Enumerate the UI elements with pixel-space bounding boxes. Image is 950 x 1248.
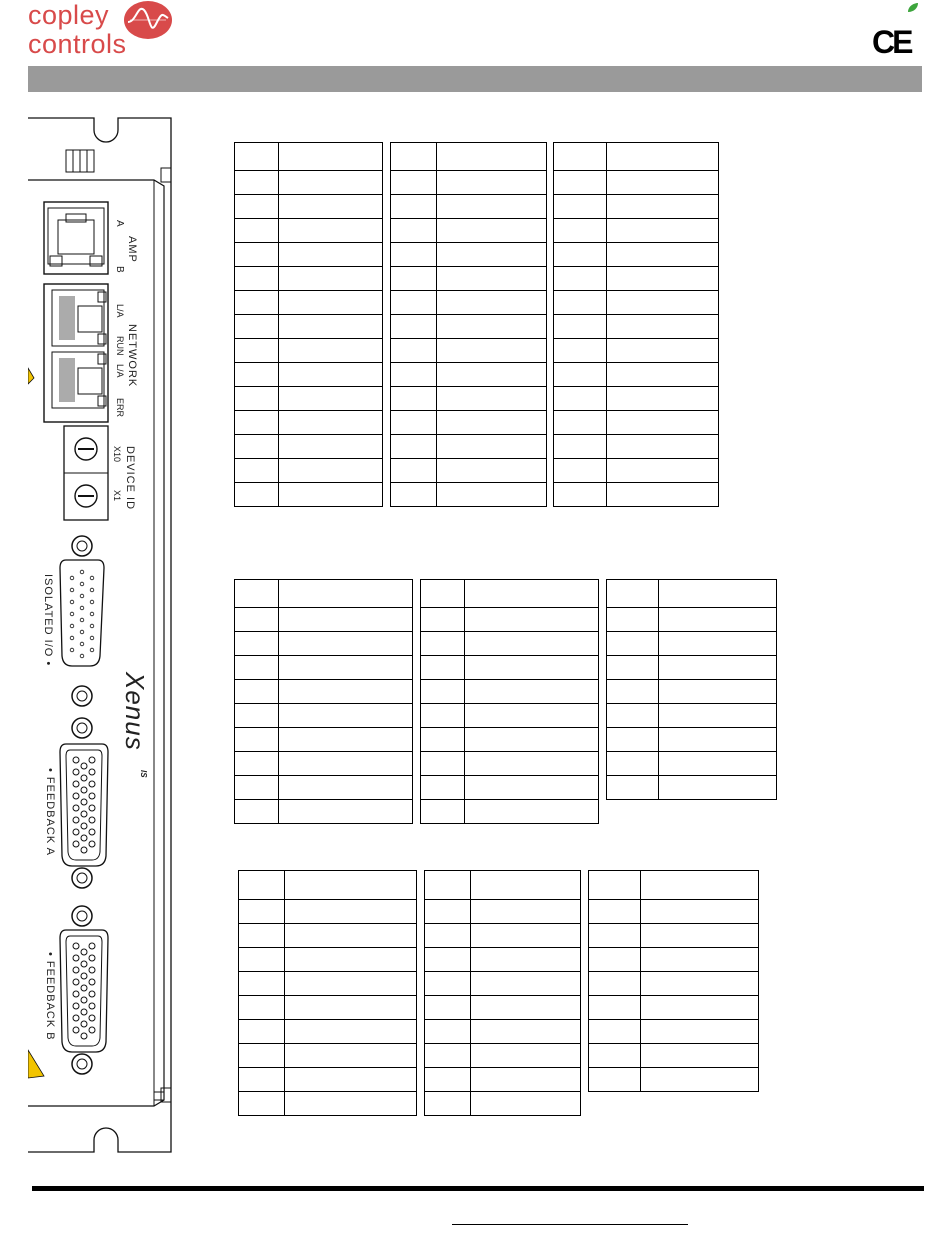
table-cell-pin — [238, 923, 285, 948]
label-amp: AMP — [126, 236, 138, 263]
table-cell-pin — [390, 482, 437, 507]
table-cell-signal — [278, 655, 413, 680]
table-cell-pin — [238, 1043, 285, 1068]
table-header-cell — [390, 142, 437, 171]
table-cell-pin — [390, 170, 437, 195]
table-cell-pin — [238, 1019, 285, 1044]
table-cell-pin — [424, 1067, 471, 1092]
table-cell-signal — [278, 631, 413, 656]
table-cell-pin — [234, 458, 279, 483]
table-cell-signal — [278, 266, 383, 291]
table-cell-signal — [284, 1019, 417, 1044]
table-cell-pin — [588, 923, 641, 948]
ce-mark: CE — [872, 24, 911, 60]
table-cell-pin — [234, 655, 279, 680]
table-cell-signal — [470, 947, 581, 972]
table-header-cell — [278, 579, 413, 608]
label-la-bottom: L/A — [115, 364, 125, 378]
table-cell-pin — [420, 799, 465, 824]
table-cell-pin — [420, 727, 465, 752]
table-cell-signal — [464, 631, 599, 656]
table-cell-pin — [553, 242, 607, 267]
table-cell-signal — [284, 995, 417, 1020]
table-cell-signal — [436, 362, 547, 387]
table-header-cell — [553, 142, 607, 171]
table-cell-signal — [284, 899, 417, 924]
table-cell-pin — [553, 434, 607, 459]
table-cell-signal — [278, 290, 383, 315]
table-cell-pin — [234, 194, 279, 219]
brand-line-2: controls — [28, 29, 127, 59]
table-cell-pin — [390, 362, 437, 387]
table-cell-signal — [658, 751, 777, 776]
table-cell-pin — [234, 727, 279, 752]
table-cell-signal — [278, 314, 383, 339]
table-cell-pin — [424, 971, 471, 996]
table-cell-signal — [606, 410, 719, 435]
table-cell-pin — [588, 1067, 641, 1092]
table-cell-pin — [553, 290, 607, 315]
table-cell-signal — [640, 1043, 759, 1068]
table-cell-signal — [640, 995, 759, 1020]
table-cell-signal — [436, 266, 547, 291]
table-header-cell — [588, 870, 641, 900]
table-cell-signal — [436, 314, 547, 339]
table-cell-signal — [470, 1067, 581, 1092]
table-header-cell — [284, 870, 417, 900]
table-cell-signal — [606, 314, 719, 339]
table-cell-signal — [278, 434, 383, 459]
table-cell-pin — [238, 1091, 285, 1116]
table-cell-signal — [640, 923, 759, 948]
table-cell-signal — [606, 290, 719, 315]
table-cell-signal — [278, 703, 413, 728]
table-cell-signal — [278, 751, 413, 776]
table-cell-signal — [278, 482, 383, 507]
table-cell-signal — [284, 947, 417, 972]
table-cell-pin — [588, 1019, 641, 1044]
table-cell-pin — [606, 727, 659, 752]
header-bar — [28, 66, 922, 92]
table-cell-pin — [234, 314, 279, 339]
label-run: RUN — [115, 336, 125, 356]
label-device-id: DEVICE ID — [124, 446, 136, 511]
label-feedback-a: • FEEDBACK A — [44, 768, 56, 856]
table-cell-signal — [606, 266, 719, 291]
table-cell-pin — [606, 703, 659, 728]
label-amp-a: A — [114, 220, 125, 227]
table-header-cell — [606, 579, 659, 608]
table-cell-signal — [284, 923, 417, 948]
table-cell-pin — [238, 899, 285, 924]
table-cell-pin — [234, 170, 279, 195]
table-cell-pin — [390, 290, 437, 315]
table-cell-signal — [436, 242, 547, 267]
label-x1: X1 — [112, 490, 122, 502]
table-cell-signal — [464, 703, 599, 728]
table-header-cell — [278, 142, 383, 171]
table-cell-pin — [234, 290, 279, 315]
table-cell-pin — [553, 170, 607, 195]
table-cell-pin — [588, 995, 641, 1020]
table-cell-signal — [606, 338, 719, 363]
table-cell-signal — [278, 679, 413, 704]
table-cell-pin — [420, 679, 465, 704]
table-cell-signal — [278, 458, 383, 483]
table-cell-signal — [606, 218, 719, 243]
table-cell-pin — [390, 314, 437, 339]
table-cell-signal — [436, 410, 547, 435]
table-cell-pin — [234, 631, 279, 656]
table-cell-pin — [420, 655, 465, 680]
table-cell-signal — [278, 799, 413, 824]
table-cell-pin — [234, 362, 279, 387]
table-cell-signal — [278, 386, 383, 411]
table-cell-signal — [606, 194, 719, 219]
table-cell-signal — [470, 971, 581, 996]
table-header-cell — [640, 870, 759, 900]
table-cell-pin — [553, 410, 607, 435]
table-cell-signal — [640, 1019, 759, 1044]
table-cell-pin — [390, 458, 437, 483]
table-cell-signal — [470, 1043, 581, 1068]
table-cell-pin — [553, 386, 607, 411]
table-cell-pin — [420, 751, 465, 776]
model-suffix: IS — [139, 770, 148, 778]
table-cell-signal — [470, 1019, 581, 1044]
table-header-cell — [436, 142, 547, 171]
table-cell-signal — [640, 947, 759, 972]
table-cell-signal — [278, 607, 413, 632]
label-err: ERR — [115, 398, 125, 418]
table-cell-pin — [390, 194, 437, 219]
table-cell-signal — [436, 458, 547, 483]
table-cell-pin — [553, 194, 607, 219]
brand-line-1: copley — [28, 0, 110, 30]
table-cell-signal — [284, 1067, 417, 1092]
table-cell-signal — [658, 655, 777, 680]
table-cell-pin — [234, 410, 279, 435]
table-cell-signal — [284, 971, 417, 996]
table-cell-pin — [553, 362, 607, 387]
label-amp-b: B — [114, 266, 125, 273]
table-cell-signal — [640, 899, 759, 924]
table-cell-signal — [464, 727, 599, 752]
table-cell-pin — [390, 386, 437, 411]
table-cell-signal — [278, 218, 383, 243]
table-cell-pin — [234, 434, 279, 459]
table-cell-signal — [436, 482, 547, 507]
table-header-cell — [606, 142, 719, 171]
table-cell-signal — [278, 775, 413, 800]
table-cell-signal — [464, 775, 599, 800]
table-cell-pin — [606, 607, 659, 632]
table-cell-pin — [553, 314, 607, 339]
table-header-cell — [464, 579, 599, 608]
table-cell-pin — [424, 899, 471, 924]
label-network: NETWORK — [126, 324, 138, 388]
table-cell-signal — [278, 727, 413, 752]
table-cell-signal — [658, 727, 777, 752]
table-cell-signal — [436, 290, 547, 315]
table-cell-signal — [658, 703, 777, 728]
table-cell-signal — [464, 607, 599, 632]
label-x10: X10 — [112, 446, 122, 463]
table-cell-signal — [278, 410, 383, 435]
table-cell-signal — [606, 242, 719, 267]
table-cell-signal — [658, 679, 777, 704]
table-header-cell — [420, 579, 465, 608]
logo-wave-icon — [122, 0, 174, 40]
table-cell-pin — [553, 458, 607, 483]
table-cell-pin — [424, 1019, 471, 1044]
table-cell-signal — [278, 362, 383, 387]
table-cell-pin — [424, 947, 471, 972]
table-cell-signal — [284, 1043, 417, 1068]
table-cell-signal — [278, 170, 383, 195]
table-cell-signal — [470, 899, 581, 924]
table-cell-pin — [420, 775, 465, 800]
table-cell-signal — [606, 482, 719, 507]
table-cell-pin — [234, 703, 279, 728]
table-cell-signal — [278, 242, 383, 267]
table-cell-pin — [424, 923, 471, 948]
table-cell-pin — [390, 218, 437, 243]
table-cell-pin — [606, 631, 659, 656]
table-cell-signal — [606, 170, 719, 195]
table-cell-signal — [436, 338, 547, 363]
table-header-cell — [234, 142, 279, 171]
table-cell-pin — [606, 655, 659, 680]
label-la-top: L/A — [115, 304, 125, 318]
table-cell-pin — [234, 218, 279, 243]
table-cell-pin — [238, 1067, 285, 1092]
table-cell-pin — [588, 899, 641, 924]
table-cell-signal — [464, 799, 599, 824]
table-cell-signal — [470, 923, 581, 948]
table-cell-pin — [390, 338, 437, 363]
table-cell-pin — [424, 1043, 471, 1068]
table-cell-pin — [588, 1043, 641, 1068]
table-cell-pin — [234, 607, 279, 632]
label-feedback-b: • FEEDBACK B — [44, 952, 56, 1041]
label-isolated-io: ISOLATED I/O • — [42, 574, 54, 667]
leaf-icon — [906, 2, 920, 14]
table-cell-pin — [606, 775, 659, 800]
table-cell-pin — [234, 799, 279, 824]
table-cell-pin — [420, 607, 465, 632]
table-cell-pin — [553, 218, 607, 243]
table-cell-signal — [640, 971, 759, 996]
table-cell-pin — [238, 995, 285, 1020]
table-cell-pin — [606, 751, 659, 776]
table-cell-signal — [278, 338, 383, 363]
table-cell-pin — [390, 434, 437, 459]
table-cell-pin — [606, 679, 659, 704]
table-cell-signal — [464, 679, 599, 704]
table-cell-signal — [606, 386, 719, 411]
table-cell-signal — [278, 194, 383, 219]
table-cell-pin — [588, 947, 641, 972]
table-cell-signal — [606, 458, 719, 483]
table-cell-signal — [436, 194, 547, 219]
table-cell-signal — [464, 655, 599, 680]
table-cell-signal — [658, 775, 777, 800]
table-header-cell — [424, 870, 471, 900]
table-cell-pin — [234, 679, 279, 704]
table-header-cell — [234, 579, 279, 608]
footer-link-underline — [452, 1224, 688, 1225]
table-cell-pin — [553, 338, 607, 363]
table-cell-pin — [420, 631, 465, 656]
table-cell-signal — [284, 1091, 417, 1116]
table-cell-pin — [234, 775, 279, 800]
table-header-cell — [470, 870, 581, 900]
table-cell-pin — [390, 242, 437, 267]
footer-rule — [32, 1186, 924, 1191]
table-cell-pin — [234, 242, 279, 267]
table-cell-pin — [588, 971, 641, 996]
table-cell-signal — [658, 631, 777, 656]
table-header-cell — [658, 579, 777, 608]
table-cell-signal — [436, 170, 547, 195]
table-cell-pin — [238, 947, 285, 972]
table-cell-pin — [420, 703, 465, 728]
table-cell-signal — [464, 751, 599, 776]
table-cell-pin — [234, 338, 279, 363]
table-cell-signal — [436, 386, 547, 411]
table-cell-pin — [234, 266, 279, 291]
table-cell-signal — [470, 995, 581, 1020]
table-cell-signal — [436, 218, 547, 243]
table-cell-pin — [234, 751, 279, 776]
model-name: Xenus — [120, 672, 150, 751]
table-cell-pin — [424, 1091, 471, 1116]
table-cell-signal — [606, 362, 719, 387]
table-cell-signal — [606, 434, 719, 459]
table-cell-pin — [238, 971, 285, 996]
table-cell-pin — [390, 410, 437, 435]
table-cell-pin — [553, 482, 607, 507]
table-cell-pin — [553, 266, 607, 291]
table-cell-pin — [390, 266, 437, 291]
table-cell-pin — [234, 386, 279, 411]
table-cell-pin — [234, 482, 279, 507]
table-cell-pin — [424, 995, 471, 1020]
table-cell-signal — [436, 434, 547, 459]
table-header-cell — [238, 870, 285, 900]
table-cell-signal — [658, 607, 777, 632]
table-cell-signal — [470, 1091, 581, 1116]
table-cell-signal — [640, 1067, 759, 1092]
